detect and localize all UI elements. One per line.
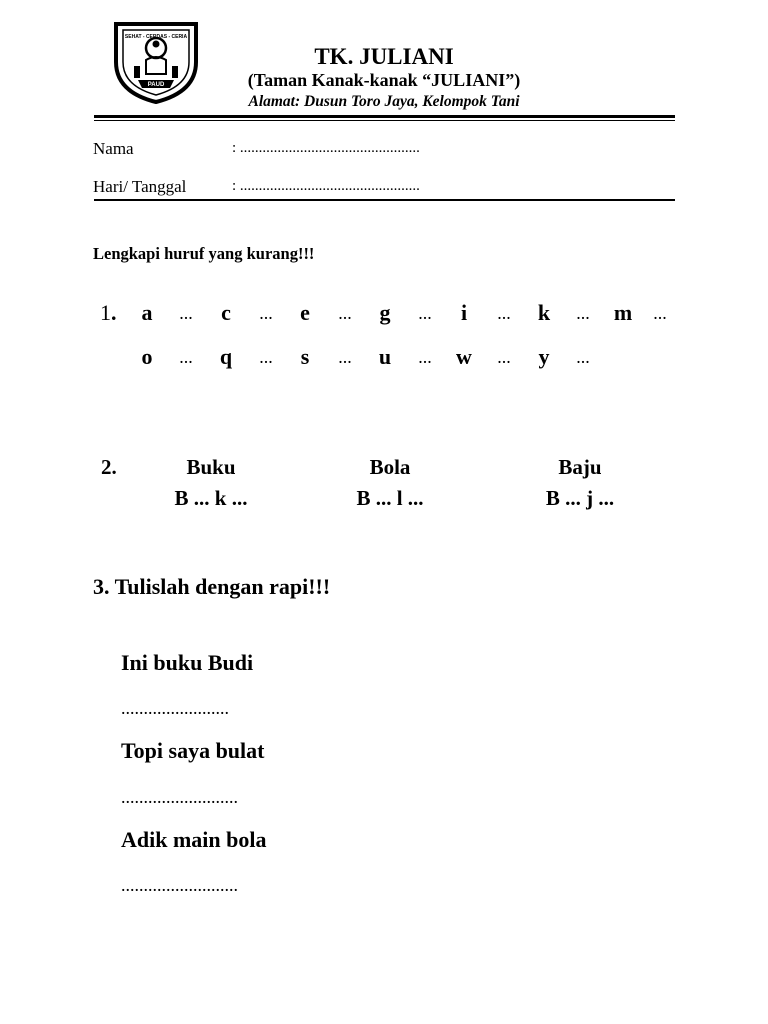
- blank-cell[interactable]: ...: [338, 347, 352, 367]
- letter-cell: e: [300, 300, 310, 325]
- name-field[interactable]: : ................................................: [232, 140, 420, 156]
- letter-cell: m: [613, 300, 633, 325]
- question-2-number: 2.: [101, 455, 117, 479]
- blank-cell[interactable]: ...: [179, 347, 193, 367]
- logo-badge-text: PAUD: [147, 82, 165, 88]
- blank-cell[interactable]: ...: [418, 303, 432, 323]
- letter-cell: u: [378, 344, 392, 369]
- header-divider-thick: [94, 115, 675, 118]
- word-baju: Baju: [558, 455, 602, 479]
- date-label: Hari/ Tanggal: [93, 177, 187, 196]
- blank-cell[interactable]: ...: [497, 303, 511, 323]
- identity-divider: [94, 199, 675, 201]
- blank-cell[interactable]: ...: [259, 303, 273, 323]
- writing-line-1[interactable]: ........................: [121, 698, 229, 718]
- letter-cell: o: [141, 344, 153, 369]
- blank-cell[interactable]: ...: [497, 347, 511, 367]
- letter-cell: y: [538, 344, 550, 369]
- blank-cell[interactable]: ...: [338, 303, 352, 323]
- blank-cell[interactable]: ...: [259, 347, 273, 367]
- letter-cell: i: [460, 300, 468, 325]
- sentence-2: Topi saya bulat: [121, 738, 265, 763]
- date-field[interactable]: : ................................................: [232, 178, 420, 194]
- word-buku: Buku: [186, 455, 236, 479]
- name-label: Nama: [93, 139, 134, 158]
- blank-cell[interactable]: ...: [576, 347, 590, 367]
- sentence-1: Ini buku Budi: [121, 650, 254, 675]
- writing-line-3[interactable]: ..........................: [121, 875, 238, 895]
- letter-cell: g: [379, 300, 391, 325]
- letter-cell: a: [141, 300, 153, 325]
- header-divider-thin: [94, 120, 675, 121]
- letter-cell: c: [221, 300, 231, 325]
- school-address: Alamat: Dusun Toro Jaya, Kelompok Tani: [248, 93, 520, 110]
- letter-cell: w: [456, 344, 472, 369]
- school-name: TK. JULIANI: [314, 44, 454, 69]
- letter-cell: s: [300, 344, 310, 369]
- blank-cell[interactable]: ...: [418, 347, 432, 367]
- question-3-title: 3. Tulislah dengan rapi!!!: [93, 574, 331, 599]
- letter-cell: k: [537, 300, 551, 325]
- blank-cell[interactable]: ...: [179, 303, 193, 323]
- question-1-number: 1.: [100, 300, 117, 325]
- writing-line-2[interactable]: ..........................: [121, 787, 238, 807]
- sentence-3: Adik main bola: [121, 827, 267, 852]
- pattern-bola[interactable]: B ... l ...: [356, 486, 424, 510]
- school-full-name: (Taman Kanak-kanak “JULIANI”): [247, 70, 521, 90]
- pattern-baju[interactable]: B ... j ...: [545, 486, 615, 510]
- letter-cell: q: [219, 344, 233, 369]
- logo-motto-text: SEHAT - CERDAS - CERIA: [124, 34, 188, 40]
- instruction-text: Lengkapi huruf yang kurang!!!: [93, 244, 315, 263]
- word-bola: Bola: [369, 455, 411, 479]
- blank-cell[interactable]: ...: [653, 303, 667, 323]
- pattern-buku[interactable]: B ... k ...: [174, 486, 248, 510]
- blank-cell[interactable]: ...: [576, 303, 590, 323]
